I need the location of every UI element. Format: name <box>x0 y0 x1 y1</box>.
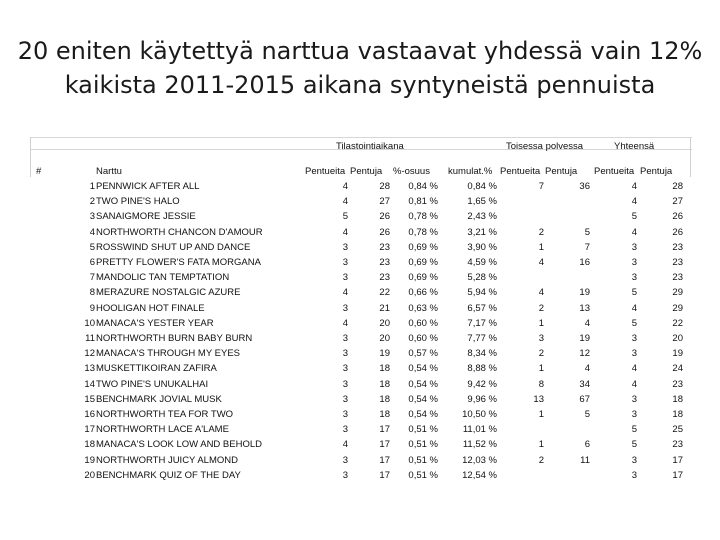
row-number: 12 <box>84 348 95 360</box>
row-pups-total: 26 <box>672 211 683 223</box>
row-share: 0,54 % <box>408 363 438 375</box>
row-share: 0,51 % <box>408 439 438 451</box>
row-litters-total: 4 <box>631 363 637 375</box>
row-pups-total: 26 <box>672 226 683 238</box>
row-cumulative: 11,01 % <box>462 424 497 436</box>
row-pups-period: 20 <box>379 333 390 344</box>
row-pups-period: 17 <box>379 439 390 451</box>
row-cumulative: 8,88 % <box>467 363 497 375</box>
row-litters-period: 4 <box>342 226 348 238</box>
row-litters-period: 3 <box>342 302 348 314</box>
row-litters-period: 3 <box>342 333 348 344</box>
row-litters-period: 3 <box>342 363 348 375</box>
row-litters-second: 2 <box>538 302 544 314</box>
row-litters-second: 2 <box>538 348 544 360</box>
row-litters-second: 2 <box>538 226 544 238</box>
row-litters-total: 5 <box>631 211 637 223</box>
row-pups-second: 16 <box>579 257 590 268</box>
row-litters-total: 4 <box>631 226 637 238</box>
row-pups-total: 20 <box>672 333 683 344</box>
row-litters-period: 4 <box>342 181 348 192</box>
row-litters-total: 5 <box>631 439 637 451</box>
row-pups-second: 13 <box>579 302 590 314</box>
row-litters-total: 3 <box>631 333 637 344</box>
col-header-name: Narttu <box>96 166 122 177</box>
row-cumulative: 5,94 % <box>467 287 497 299</box>
row-number: 5 <box>89 241 95 253</box>
row-litters-period: 3 <box>342 378 348 390</box>
left-border <box>30 137 31 177</box>
row-cumulative: 6,57 % <box>467 302 497 314</box>
row-number: 7 <box>89 272 95 284</box>
row-share: 0,54 % <box>408 378 438 390</box>
row-share: 0,51 % <box>408 424 438 436</box>
row-number: 10 <box>84 317 95 329</box>
row-name: BENCHMARK JOVIAL MUSK <box>96 393 222 405</box>
row-litters-total: 3 <box>631 257 637 268</box>
row-cumulative: 5,28 % <box>467 272 497 284</box>
row-share: 0,78 % <box>408 226 438 238</box>
row-pups-period: 26 <box>379 226 390 238</box>
row-number: 15 <box>84 393 95 405</box>
row-litters-second: 1 <box>538 439 544 451</box>
row-litters-period: 3 <box>342 241 348 253</box>
row-pups-period: 20 <box>379 317 390 329</box>
row-pups-total: 29 <box>672 302 683 314</box>
col-header-litters-second: Pentueita <box>500 166 541 177</box>
row-cumulative: 12,54 % <box>462 469 497 481</box>
row-share: 0,66 % <box>408 287 438 299</box>
group-header-second-gen: Toisessa polvessa <box>506 141 584 152</box>
row-pups-total: 18 <box>672 393 683 405</box>
row-litters-period: 3 <box>342 469 348 481</box>
row-number: 6 <box>89 257 95 268</box>
table-top-border <box>30 137 692 138</box>
row-litters-total: 4 <box>631 196 637 208</box>
row-cumulative: 12,03 % <box>462 454 497 466</box>
row-pups-total: 28 <box>672 181 683 192</box>
row-litters-total: 4 <box>631 181 637 192</box>
row-pups-total: 29 <box>672 287 683 299</box>
row-share: 0,81 % <box>408 196 438 208</box>
row-number: 19 <box>84 454 95 466</box>
row-number: 18 <box>84 439 95 451</box>
row-share: 0,84 % <box>408 181 438 192</box>
row-share: 0,57 % <box>408 348 438 360</box>
row-pups-period: 17 <box>379 424 390 436</box>
row-pups-second: 7 <box>584 241 590 253</box>
row-cumulative: 10,50 % <box>462 409 497 420</box>
row-name: MANDOLIC TAN TEMPTATION <box>96 272 230 284</box>
row-pups-total: 23 <box>672 439 683 451</box>
row-name: MERAZURE NOSTALGIC AZURE <box>96 287 241 299</box>
row-pups-total: 17 <box>672 454 683 466</box>
row-litters-period: 3 <box>342 257 348 268</box>
row-pups-period: 23 <box>379 257 390 268</box>
row-pups-period: 17 <box>379 454 390 466</box>
row-cumulative: 4,59 % <box>467 257 497 268</box>
right-border <box>690 137 691 177</box>
row-cumulative: 3,90 % <box>467 241 497 253</box>
row-pups-second: 5 <box>584 226 590 238</box>
title-line-1: 20 eniten käytettyä narttua vastaavat yhdessä vain 12% <box>17 37 703 65</box>
row-pups-total: 19 <box>672 348 683 360</box>
row-pups-second: 34 <box>579 378 590 390</box>
row-name: MUSKETTIKOIRAN ZAFIRA <box>96 363 217 375</box>
row-cumulative: 1,65 % <box>467 196 497 208</box>
row-share: 0,78 % <box>408 211 438 223</box>
row-number: 14 <box>84 378 95 390</box>
row-pups-total: 22 <box>672 317 683 329</box>
row-litters-period: 3 <box>342 272 348 284</box>
row-cumulative: 7,77 % <box>467 333 497 344</box>
row-number: 13 <box>84 363 95 375</box>
col-header-cumulative: kumulat.% <box>448 166 493 177</box>
row-litters-period: 4 <box>342 317 348 329</box>
row-pups-period: 23 <box>379 241 390 253</box>
row-litters-total: 5 <box>631 317 637 329</box>
row-pups-second: 12 <box>579 348 590 360</box>
row-litters-second: 13 <box>533 393 544 405</box>
row-litters-period: 3 <box>342 393 348 405</box>
row-number: 3 <box>89 211 95 223</box>
row-share: 0,69 % <box>408 257 438 268</box>
row-name: MANACA'S LOOK LOW AND BEHOLD <box>96 439 262 451</box>
row-number: 9 <box>89 302 95 314</box>
row-pups-period: 23 <box>379 272 390 284</box>
row-litters-second: 1 <box>538 317 544 329</box>
row-number: 17 <box>84 424 95 436</box>
row-name: PENNWICK AFTER ALL <box>96 181 200 192</box>
row-pups-second: 19 <box>579 333 590 344</box>
row-share: 0,60 % <box>408 317 438 329</box>
col-header-share: %-osuus <box>393 166 430 177</box>
row-litters-second: 1 <box>538 241 544 253</box>
row-number: 8 <box>89 287 95 299</box>
row-litters-total: 5 <box>631 424 637 436</box>
row-litters-period: 3 <box>342 454 348 466</box>
row-cumulative: 7,17 % <box>467 317 497 329</box>
row-pups-second: 6 <box>584 439 590 451</box>
title-line-2: kaikista 2011-2015 aikana syntyneistä pennuista <box>64 71 656 99</box>
row-share: 0,51 % <box>408 469 438 481</box>
col-header-litters-total: Pentueita <box>594 166 635 177</box>
row-name: BENCHMARK QUIZ OF THE DAY <box>96 469 241 481</box>
row-pups-period: 28 <box>379 181 390 192</box>
row-litters-period: 3 <box>342 424 348 436</box>
row-litters-total: 4 <box>631 302 637 314</box>
row-pups-total: 24 <box>672 363 683 375</box>
row-pups-period: 17 <box>379 469 390 481</box>
row-pups-period: 18 <box>379 409 390 420</box>
row-pups-period: 18 <box>379 363 390 375</box>
row-name: MANACA'S YESTER YEAR <box>96 317 214 329</box>
row-number: 11 <box>85 333 95 344</box>
row-name: MANACA'S THROUGH MY EYES <box>96 348 240 360</box>
row-litters-total: 3 <box>631 272 637 284</box>
row-litters-second: 1 <box>538 409 544 420</box>
row-name: SANAIGMORE JESSIE <box>96 211 196 223</box>
row-name: NORTHWORTH CHANCON D'AMOUR <box>96 226 263 238</box>
row-pups-second: 11 <box>580 454 590 466</box>
row-number: 2 <box>89 196 95 208</box>
col-header-pups-period: Pentuja <box>350 166 383 177</box>
row-pups-period: 18 <box>379 393 390 405</box>
row-share: 0,69 % <box>408 241 438 253</box>
row-pups-total: 23 <box>672 241 683 253</box>
row-cumulative: 8,34 % <box>467 348 497 360</box>
row-litters-second: 2 <box>538 454 544 466</box>
row-litters-total: 3 <box>631 393 637 405</box>
col-header-hash: # <box>36 166 42 177</box>
col-header-litters-period: Pentueita <box>305 166 346 177</box>
row-name: ROSSWIND SHUT UP AND DANCE <box>96 241 251 253</box>
row-name: TWO PINE'S UNUKALHAI <box>96 378 209 390</box>
row-name: NORTHWORTH TEA FOR TWO <box>96 409 234 420</box>
row-pups-total: 23 <box>672 378 683 390</box>
row-pups-total: 17 <box>672 469 683 481</box>
row-pups-period: 26 <box>379 211 390 223</box>
row-litters-period: 4 <box>342 196 348 208</box>
row-name: NORTHWORTH BURN BABY BURN <box>96 333 253 344</box>
row-litters-second: 3 <box>538 333 544 344</box>
row-pups-total: 23 <box>672 272 683 284</box>
row-pups-total: 27 <box>672 196 683 208</box>
row-litters-total: 3 <box>631 409 637 420</box>
row-litters-total: 3 <box>631 348 637 360</box>
group-header-total: Yhteensä <box>614 141 655 152</box>
row-name: HOOLIGAN HOT FINALE <box>96 302 205 314</box>
row-litters-second: 8 <box>538 378 544 390</box>
col-header-pups-second: Pentuja <box>545 166 578 177</box>
row-share: 0,51 % <box>408 454 438 466</box>
row-cumulative: 2,43 % <box>467 211 497 223</box>
row-litters-period: 5 <box>342 211 348 223</box>
row-pups-period: 27 <box>379 196 390 208</box>
row-litters-total: 4 <box>631 378 637 390</box>
row-litters-period: 4 <box>342 439 348 451</box>
row-pups-total: 23 <box>672 257 683 268</box>
row-litters-period: 3 <box>342 409 348 420</box>
row-litters-second: 1 <box>538 363 544 375</box>
row-pups-period: 22 <box>379 287 390 299</box>
row-cumulative: 0,84 % <box>467 181 497 192</box>
row-name: NORTHWORTH LACE A'LAME <box>96 424 229 436</box>
row-litters-total: 3 <box>631 454 637 466</box>
col-header-pups-total: Pentuja <box>640 166 673 177</box>
row-pups-total: 25 <box>672 424 683 436</box>
group-header-period: Tilastointiaikana <box>336 141 404 152</box>
row-number: 20 <box>84 469 95 481</box>
row-litters-second: 7 <box>538 181 544 192</box>
row-share: 0,60 % <box>408 333 438 344</box>
row-litters-period: 4 <box>342 287 348 299</box>
row-pups-second: 4 <box>584 363 590 375</box>
row-litters-second: 4 <box>538 287 544 299</box>
row-pups-period: 18 <box>379 378 390 390</box>
row-cumulative: 11,52 % <box>462 439 497 451</box>
row-litters-second: 4 <box>538 257 544 268</box>
row-cumulative: 9,42 % <box>467 378 497 390</box>
row-litters-period: 3 <box>342 348 348 360</box>
row-number: 16 <box>84 409 95 420</box>
row-pups-period: 19 <box>379 348 390 360</box>
row-name: PRETTY FLOWER'S FATA MORGANA <box>96 257 261 268</box>
row-litters-total: 3 <box>631 469 637 481</box>
row-pups-period: 21 <box>379 302 390 314</box>
row-number: 1 <box>89 181 95 192</box>
row-share: 0,54 % <box>408 409 438 420</box>
row-litters-total: 3 <box>631 241 637 253</box>
row-cumulative: 9,96 % <box>467 393 497 405</box>
row-number: 4 <box>89 226 95 238</box>
row-cumulative: 3,21 % <box>467 226 497 238</box>
row-pups-total: 18 <box>672 409 683 420</box>
row-pups-second: 67 <box>579 393 590 405</box>
row-pups-second: 19 <box>579 287 590 299</box>
row-share: 0,69 % <box>408 272 438 284</box>
row-pups-second: 36 <box>579 181 590 192</box>
row-pups-second: 4 <box>584 317 590 329</box>
row-litters-total: 5 <box>631 287 637 299</box>
row-share: 0,63 % <box>408 302 438 314</box>
row-share: 0,54 % <box>408 393 438 405</box>
row-pups-second: 5 <box>584 409 590 420</box>
row-name: TWO PINE'S HALO <box>96 196 180 208</box>
row-name: NORTHWORTH JUICY ALMOND <box>96 454 238 466</box>
